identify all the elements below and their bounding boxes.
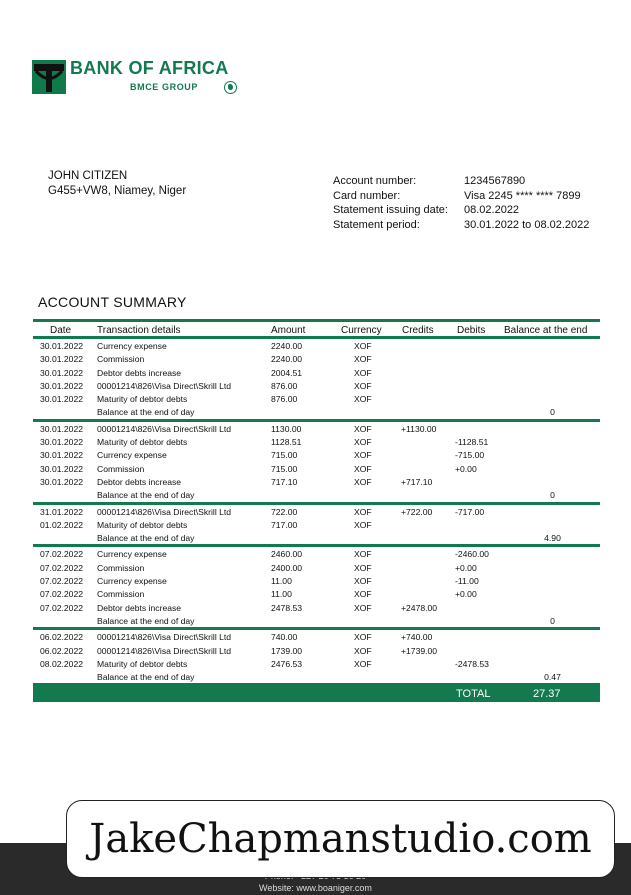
table-cell: Currency expense — [97, 450, 167, 461]
bank-name: BANK OF AFRICA — [70, 58, 229, 78]
issue-date: 08.02.2022 — [464, 204, 520, 216]
bank-emblem-icon — [32, 60, 66, 94]
table-cell: -2478.53 — [455, 658, 489, 669]
table-row — [33, 587, 600, 600]
account-number-label: Account number: — [333, 175, 417, 187]
table-row — [33, 601, 600, 614]
table-cell: 2476.53 — [271, 658, 303, 669]
table-cell: XOF — [354, 367, 372, 378]
table-header — [33, 322, 600, 336]
balance-label: Balance at the end of day — [97, 672, 195, 683]
balance-row — [33, 531, 600, 544]
total-value: 27.37 — [533, 688, 561, 701]
table-cell: XOF — [354, 463, 372, 474]
transaction-group — [33, 505, 600, 548]
table-cell: +0.00 — [455, 463, 477, 474]
table-cell: 30.01.2022 — [40, 476, 84, 487]
table-cell: XOF — [354, 437, 372, 448]
transaction-group — [33, 547, 600, 630]
table-row — [33, 352, 600, 365]
col-date: Date — [50, 325, 72, 336]
table-cell: XOF — [354, 562, 372, 573]
balance-row — [33, 614, 600, 627]
table-row — [33, 547, 600, 560]
client-name: JOHN CITIZEN — [48, 170, 128, 182]
table-cell: Commission — [97, 589, 145, 600]
table-cell: 876.00 — [271, 394, 298, 405]
col-currency: Currency — [341, 325, 382, 336]
client-block — [48, 169, 186, 199]
table-cell: XOF — [354, 476, 372, 487]
account-number: 1234567890 — [464, 175, 526, 187]
col-debits: Debits — [457, 325, 486, 336]
table-row — [33, 630, 600, 643]
table-row — [33, 462, 600, 475]
table-cell: 2400.00 — [271, 562, 303, 573]
table-cell: +717.10 — [401, 476, 433, 487]
table-row — [33, 657, 600, 670]
table-cell: 722.00 — [271, 506, 298, 517]
client-address: G455+VW8, Niamey, Niger — [48, 185, 187, 197]
table-row — [33, 379, 600, 392]
balance-label: Balance at the end of day — [97, 490, 195, 501]
table-row — [33, 366, 600, 379]
table-cell: 30.01.2022 — [40, 450, 84, 461]
table-cell: Maturity of debtor debts — [97, 519, 188, 530]
footer-website: Website: www.boaniger.com — [259, 883, 372, 893]
summary-title: ACCOUNT SUMMARY — [38, 294, 187, 310]
balance-row — [33, 405, 600, 418]
table-cell: +740.00 — [401, 632, 433, 643]
col-amount: Amount — [271, 325, 306, 336]
table-cell: 30.01.2022 — [40, 367, 84, 378]
table-cell: 740.00 — [271, 632, 298, 643]
table-row — [33, 392, 600, 405]
table-cell: Currency expense — [97, 549, 167, 560]
balance-value: 0 — [550, 407, 555, 418]
table-cell: -2460.00 — [455, 549, 489, 560]
col-balance: Balance at the end — [504, 325, 588, 336]
transaction-group — [33, 339, 600, 422]
table-cell: XOF — [354, 645, 372, 656]
balance-row — [33, 488, 600, 501]
table-cell: 07.02.2022 — [40, 589, 84, 600]
table-cell: 2240.00 — [271, 341, 303, 351]
table-cell: XOF — [354, 549, 372, 560]
table-cell: XOF — [354, 658, 372, 669]
table-cell: Commission — [97, 562, 145, 573]
table-cell: Maturity of debtor debts — [97, 437, 188, 448]
table-cell: 07.02.2022 — [40, 549, 84, 560]
table-cell: 1739.00 — [271, 645, 303, 656]
table-cell: Commission — [97, 463, 145, 474]
balance-value: 0 — [550, 615, 555, 626]
table-cell: Currency expense — [97, 576, 167, 587]
table-row — [33, 475, 600, 488]
balance-value: 4.90 — [544, 533, 561, 544]
table-cell: XOF — [354, 589, 372, 600]
table-cell: -11.00 — [455, 576, 479, 587]
table-row — [33, 644, 600, 657]
table-cell: XOF — [354, 341, 372, 351]
card-number: Visa 2245 **** **** 7899 — [464, 189, 581, 202]
table-row — [33, 448, 600, 461]
table-row — [33, 574, 600, 587]
statement-period-label: Statement period: — [333, 218, 420, 231]
table-cell: +2478.00 — [401, 602, 438, 613]
table-cell: XOF — [354, 423, 372, 434]
table-cell: 00001214\826\Visa Direct\Skrill Ltd — [97, 632, 232, 643]
table-cell: XOF — [354, 602, 372, 613]
table-cell: 30.01.2022 — [40, 437, 84, 448]
africa-globe-icon — [224, 81, 237, 94]
table-cell: Maturity of debtor debts — [97, 658, 188, 669]
statement-period: 30.01.2022 to 08.02.2022 — [464, 218, 590, 231]
col-details: Transaction details — [97, 325, 181, 336]
transactions-table — [33, 319, 600, 702]
table-cell: 00001214\826\Visa Direct\Skrill Ltd — [97, 645, 232, 656]
table-cell: 1130.00 — [271, 423, 302, 434]
watermark-banner: JakeChapmanstudio.com — [66, 800, 615, 878]
table-cell: 30.01.2022 — [40, 380, 84, 391]
table-cell: 30.01.2022 — [40, 394, 84, 405]
table-cell: 11.00 — [271, 576, 292, 587]
table-row — [33, 435, 600, 448]
total-label: TOTAL — [456, 688, 491, 701]
table-cell: Debtor debts increase — [97, 367, 182, 378]
total-bar — [33, 686, 600, 702]
table-cell: 30.01.2022 — [40, 354, 84, 365]
card-number-label: Card number: — [333, 189, 401, 202]
table-cell: 715.00 — [271, 463, 298, 474]
table-cell: 717.00 — [271, 519, 298, 530]
table-cell: XOF — [354, 394, 372, 405]
table-cell: XOF — [354, 576, 372, 587]
transaction-group — [33, 630, 600, 686]
table-cell: XOF — [354, 519, 372, 530]
table-cell: +0.00 — [455, 562, 477, 573]
table-cell: XOF — [354, 632, 372, 643]
table-cell: 01.02.2022 — [40, 519, 84, 530]
table-cell: 2460.00 — [271, 549, 303, 560]
account-info — [333, 174, 589, 232]
bank-group: BMCE GROUP — [130, 82, 199, 92]
table-cell: -1128.51 — [455, 437, 489, 448]
table-cell: XOF — [354, 354, 372, 365]
table-cell: 2478.53 — [271, 602, 303, 613]
table-cell: 00001214\826\Visa Direct\Skrill Ltd — [97, 380, 232, 391]
table-cell: XOF — [354, 506, 372, 517]
table-cell: XOF — [354, 380, 372, 391]
balance-label: Balance at the end of day — [97, 615, 195, 626]
balance-row — [33, 670, 600, 683]
col-credits: Credits — [402, 325, 434, 336]
table-cell: Maturity of debtor debts — [97, 394, 188, 405]
balance-label: Balance at the end of day — [97, 407, 195, 418]
table-cell: 2004.51 — [271, 367, 303, 378]
table-cell: 30.01.2022 — [40, 341, 84, 351]
table-cell: +1739.00 — [401, 645, 438, 656]
table-cell: 876.00 — [271, 380, 298, 391]
issue-date-label: Statement issuing date: — [333, 204, 448, 216]
table-row — [33, 339, 600, 352]
table-cell: 30.01.2022 — [40, 463, 84, 474]
table-cell: 717.10 — [271, 476, 298, 487]
table-row — [33, 505, 600, 518]
table-cell: +1130.00 — [401, 423, 437, 434]
table-cell: 06.02.2022 — [40, 632, 84, 643]
table-cell: XOF — [354, 450, 372, 461]
table-row — [33, 422, 600, 435]
bank-logo — [32, 60, 242, 100]
table-cell: Debtor debts increase — [97, 602, 182, 613]
table-cell: +0.00 — [455, 589, 477, 600]
balance-value: 0 — [550, 490, 555, 501]
table-cell: 31.01.2022 — [40, 506, 84, 517]
transaction-group — [33, 422, 600, 505]
table-cell: 11.00 — [271, 589, 292, 600]
table-cell: 07.02.2022 — [40, 602, 84, 613]
table-cell: Debtor debts increase — [97, 476, 182, 487]
table-cell: 00001214\826\Visa Direct\Skrill Ltd — [97, 423, 232, 434]
table-cell: 07.02.2022 — [40, 562, 84, 573]
table-cell: -715.00 — [455, 450, 485, 461]
table-row — [33, 561, 600, 574]
table-cell: Commission — [97, 354, 145, 365]
table-row — [33, 518, 600, 531]
table-cell: 1128.51 — [271, 437, 302, 448]
balance-label: Balance at the end of day — [97, 533, 195, 544]
table-cell: +722.00 — [401, 506, 433, 517]
table-cell: 715.00 — [271, 450, 298, 461]
table-cell: 06.02.2022 — [40, 645, 84, 656]
table-cell: -717.00 — [455, 506, 485, 517]
table-cell: 07.02.2022 — [40, 576, 84, 587]
table-cell: 08.02.2022 — [40, 658, 84, 669]
table-cell: 2240.00 — [271, 354, 303, 365]
balance-value: 0.47 — [544, 672, 561, 683]
table-cell: Currency expense — [97, 341, 167, 351]
table-cell: 30.01.2022 — [40, 423, 84, 434]
table-cell: 00001214\826\Visa Direct\Skrill Ltd — [97, 506, 232, 517]
